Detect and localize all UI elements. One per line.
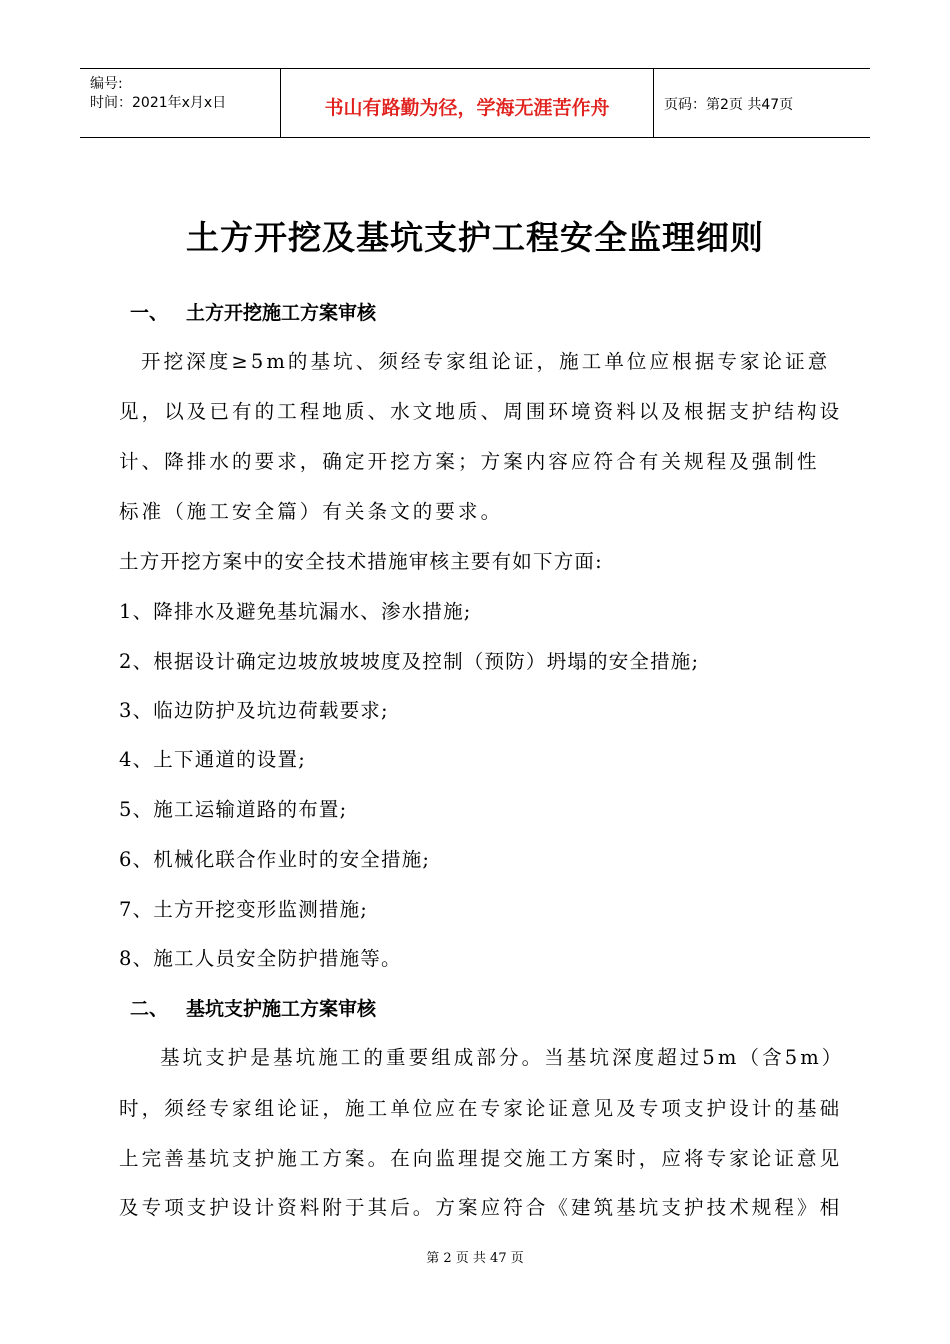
- header-page-code: 页码：第2页 共47页: [664, 97, 794, 113]
- list-item: 8、施工人员安全防护措施等。: [119, 947, 402, 970]
- paragraph-line: 计、降排水的要求，确定开挖方案；方案内容应符合有关规程及强制性: [119, 450, 820, 473]
- paragraph-line: 开挖深度≥5m的基坑、须经专家组论证，施工单位应根据专家论证意: [141, 350, 831, 373]
- section-heading-text: 基坑支护施工方案审核: [186, 998, 377, 1020]
- list-intro: 土方开挖方案中的安全技术措施审核主要有如下方面:: [119, 550, 603, 573]
- paragraph-line: 时，须经专家组论证，施工单位应在专家论证意见及专项支护设计的基础: [119, 1097, 843, 1120]
- list-item: 4、上下通道的设置;: [119, 748, 306, 771]
- header-motto: 书山有路勤为径，学海无涯苦作舟: [324, 97, 610, 119]
- list-item: 3、临边防护及坑边荷载要求;: [119, 699, 389, 722]
- page-footer: 第 2 页 共 47 页: [426, 1251, 524, 1266]
- section-number: 一、: [130, 302, 169, 324]
- section-number: 二、: [130, 998, 169, 1020]
- header-meta-cell: [80, 69, 281, 137]
- page-header: [80, 68, 870, 138]
- document-number-label: 编号:: [90, 76, 123, 92]
- list-item: 7、土方开挖变形监测措施;: [119, 898, 369, 921]
- paragraph-line: 基坑支护是基坑施工的重要组成部分。当基坑深度超过5m（含5m）: [160, 1046, 845, 1069]
- document-date-label: 时间：2021年x月x日: [90, 95, 227, 111]
- document-title: 土方开挖及基坑支护工程安全监理细则: [186, 218, 764, 257]
- list-item: 6、机械化联合作业时的安全措施;: [119, 848, 431, 871]
- header-page-cell: [654, 69, 870, 137]
- header-motto-cell: [281, 69, 654, 137]
- section-heading-text: 土方开挖施工方案审核: [186, 302, 377, 324]
- section-heading-2: [130, 994, 376, 1021]
- paragraph-line: 标准（施工安全篇）有关条文的要求。: [119, 500, 504, 523]
- paragraph-line: 上完善基坑支护施工方案。在向监理提交施工方案时，应将专家论证意见: [119, 1147, 843, 1170]
- list-item: 2、根据设计确定边坡放坡坡度及控制（预防）坍塌的安全措施;: [119, 650, 700, 673]
- list-item: 1、降排水及避免基坑漏水、渗水措施;: [119, 600, 472, 623]
- paragraph-line: 见，以及已有的工程地质、水文地质、周围环境资料以及根据支护结构设: [119, 400, 843, 423]
- paragraph-line: 及专项支护设计资料附于其后。方案应符合《建筑基坑支护技术规程》相: [119, 1196, 843, 1219]
- section-heading-1: [130, 298, 376, 325]
- list-item: 5、施工运输道路的布置;: [119, 798, 348, 821]
